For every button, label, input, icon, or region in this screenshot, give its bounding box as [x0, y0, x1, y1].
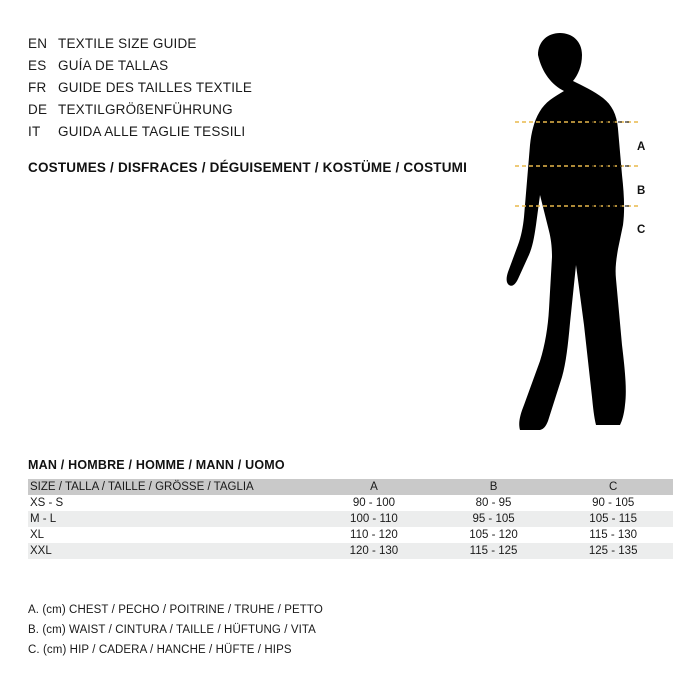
table-row	[28, 495, 673, 511]
language-row	[28, 80, 458, 102]
cell-size: XL	[30, 529, 45, 541]
size-table-section	[28, 458, 673, 559]
language-row	[28, 124, 458, 146]
language-code: DE	[28, 102, 48, 117]
table-row	[28, 511, 673, 527]
language-label: GUIDE DES TAILLES TEXTILE	[58, 80, 253, 95]
language-row	[28, 102, 458, 124]
column-header-size: SIZE / TALLA / TAILLE / GRÖSSE / TAGLIA	[30, 481, 254, 493]
body-figure	[470, 25, 680, 445]
male-silhouette-icon	[470, 25, 680, 445]
column-header-c: C	[609, 481, 618, 493]
cell-chest: 90 - 100	[352, 497, 396, 509]
table-header-row	[28, 479, 673, 495]
category-line: COSTUMES / DISFRACES / DÉGUISEMENT / KOSTÜME / COSTUMI	[28, 160, 468, 175]
size-table-body	[28, 495, 673, 559]
table-row	[28, 543, 673, 559]
measure-label-b: B	[637, 185, 646, 197]
cell-hip: 105 - 115	[589, 513, 638, 525]
language-code: FR	[28, 80, 47, 95]
legend-line-a: A. (cm) CHEST / PECHO / POITRINE / TRUHE / PETTO	[28, 604, 323, 616]
legend-line-b: B. (cm) WAIST / CINTURA / TAILLE / HÜFTUNG / VITA	[28, 624, 316, 636]
cell-chest: 120 - 130	[349, 545, 399, 557]
language-row	[28, 58, 458, 80]
language-list	[28, 36, 458, 146]
cell-chest: 110 - 120	[350, 529, 398, 541]
cell-waist: 105 - 120	[469, 529, 518, 541]
size-table	[28, 479, 673, 559]
cell-size: XXL	[30, 545, 52, 557]
legend-line-c: C. (cm) HIP / CADERA / HANCHE / HÜFTE / HIPS	[28, 644, 292, 656]
cell-hip: 90 - 105	[592, 497, 635, 509]
cell-hip: 125 - 135	[588, 545, 638, 557]
cell-size: XS - S	[30, 497, 64, 509]
language-row	[28, 36, 458, 58]
size-table-head	[28, 479, 673, 495]
language-code: IT	[28, 124, 41, 139]
cell-size: M - L	[30, 513, 57, 525]
cell-waist: 115 - 125	[469, 545, 518, 557]
column-header-b: B	[489, 481, 498, 493]
cell-waist: 80 - 95	[475, 497, 512, 509]
cell-chest: 100 - 110	[350, 513, 398, 525]
cell-waist: 95 - 105	[472, 513, 515, 525]
language-label: GUIDA ALLE TAGLIE TESSILI	[58, 124, 246, 139]
measure-label-a: A	[637, 141, 646, 153]
table-title: MAN / HOMBRE / HOMME / MANN / UOMO	[28, 458, 285, 472]
language-code: EN	[28, 36, 48, 51]
language-label: TEXTILE SIZE GUIDE	[58, 36, 197, 51]
language-code: ES	[28, 58, 47, 73]
cell-hip: 115 - 130	[589, 529, 638, 541]
measure-label-c: C	[637, 224, 646, 236]
language-label: TEXTILGRÖßENFÜHRUNG	[58, 102, 233, 117]
table-row	[28, 527, 673, 543]
language-label: GUÍA DE TALLAS	[58, 58, 169, 73]
column-header-a: A	[370, 481, 378, 493]
measurement-legend	[28, 600, 323, 660]
